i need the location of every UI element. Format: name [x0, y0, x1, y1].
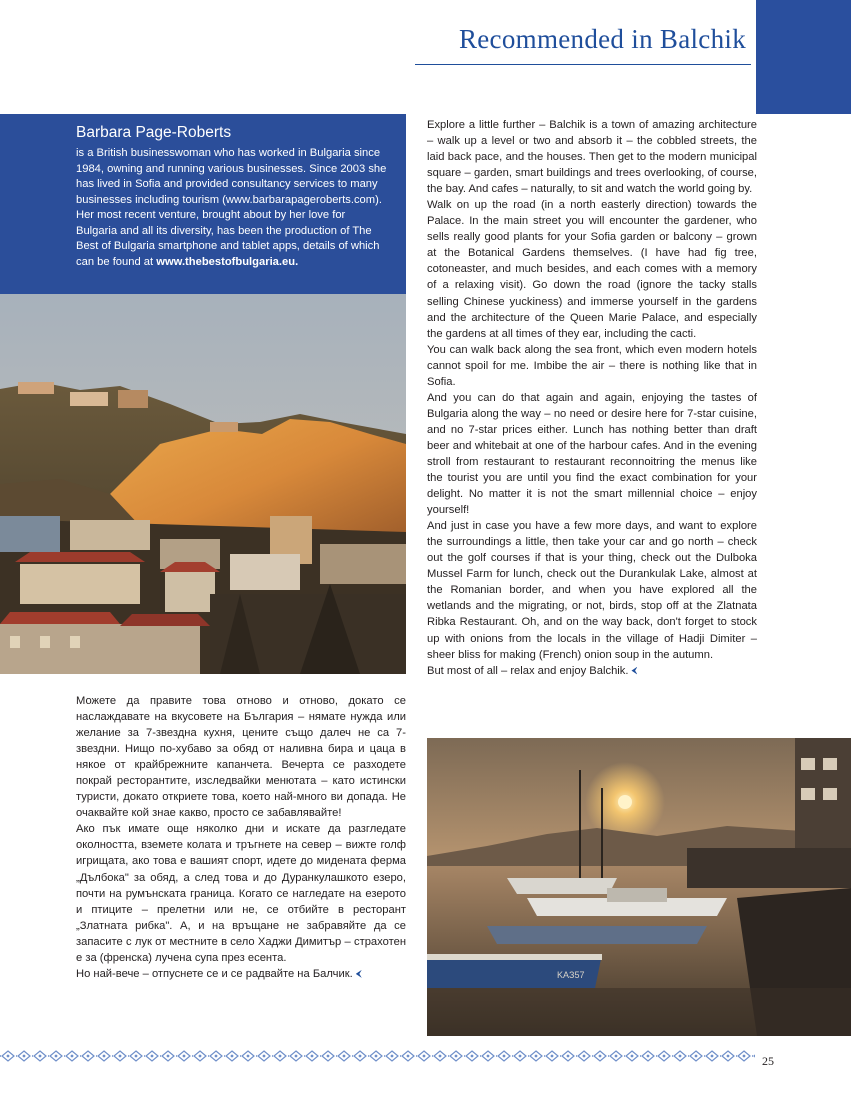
- town-photo-illustration: [0, 294, 406, 674]
- corner-color-block: [756, 0, 851, 114]
- harbour-photo-illustration: [427, 738, 851, 1036]
- english-article-column: [427, 117, 757, 679]
- balchik-harbour-photo: [427, 738, 851, 1036]
- bulgarian-closing-text: Но най-вече – отпуснете се и се радвайте на Балчик.: [76, 967, 353, 980]
- bulgarian-paragraph: Можете да правите това отново и отново, докато се наслаждавате на вкусовете на България – нямате нужда или желание за 7-звездна кухня, цените също далеч не са 7-звездни. Нищо по-хубаво за обяд от наливна бира и цаца в някое от крайбрежните капанчета. Вечерта се разходете покрай ресторантите, изследвайки менютата – като истински туристи, докато откриете това, което най-много ви допада. Не очаквайте кой знае какво, просто се забавлявайте!: [76, 695, 406, 820]
- boat-registration-text: KAЗ57: [557, 970, 585, 980]
- footer-ornament-band: [0, 1050, 755, 1062]
- english-paragraph: Walk on up the road (in a north easterly direction) towards the Palace. In the main street you will encounter the gardener, who sells really good plants for your Sofia garden or balcony – grown at the Botanical Gardens themselves. (I have had fig tree, cotoneaster, and much besides, and each comes with a memory of a relaxing visit). Go down the road (ignore the tacky stalls selling Chinese yuckiness) and immerse yourself in the gardens and the architecture of the Queen Marie Palace, and especially the gardens at all times of they ear, including the cacti.: [427, 199, 757, 340]
- english-paragraph: Explore a little further – Balchik is a town of amazing architecture – walk up a level or two and absorb it – the cobbled streets, the laid back pace, and the houses. Then get to the modern municipal square – garden, smart buildings and trees overlooking, of course, the bay. And cafes – naturally, to sit and watch the world going by.: [427, 119, 757, 196]
- end-of-article-icon: [356, 970, 362, 978]
- bulgarian-article-column: [76, 693, 406, 982]
- english-paragraph: And you can do that again and again, enjoying the tastes of Bulgaria along the way – no need or desire here for 7-star cuisine, and no 7-star prices either. Lunch has nothing better than draft beer and whitebait at one of the harbour cafes. And in the evening stroll from restaurant to restaurant reconnoitring the menus like the tourist you are until you find the exact combination for your delight. No matter it is not the smart millennial choice – enjoy yourself!: [427, 391, 757, 517]
- english-closing-line: [427, 663, 757, 679]
- author-bio-text: [76, 146, 388, 270]
- website-link[interactable]: www.thebestofbulgaria.eu.: [156, 255, 299, 268]
- english-paragraph: You can walk back along the sea front, which even modern hotels cannot spoil for me. Imbibe the air – there is nothing like that in Sofia.: [427, 343, 757, 388]
- english-closing-text: But most of all – relax and enjoy Balchik.: [427, 664, 629, 677]
- page-number: 25: [762, 1054, 774, 1068]
- author-bio-body: is a British businesswoman who has worked in Bulgaria since 1984, owning and running various businesses. Since 2003 she has lived in Sofia and provided consultancy services to many businesses including tourism (www.barbarapageroberts.com). Her most recent venture, brought about by her love for Bulgaria and all its diversity, has been the production of The Best of Bulgaria smartphone and tablet apps, details of which can be found at: [76, 147, 387, 268]
- end-of-article-icon: [631, 667, 637, 675]
- balchik-town-photo: [0, 294, 406, 674]
- author-bio-box: [0, 114, 406, 294]
- bulgarian-paragraph: Ако пък имате още няколко дни и искате да разгледате околността, вземете колата и тръгнете на север – вижте голф игрищата, ако това е вашият спорт, идете до мидената ферма „Дълбока" за обяд, а след това и до Дуранкулашкото езеро, почти на румънската граница. Когато се нагледате на езерото и птиците – прелетни или не, се отбийте в ресторант „Златната рибка". А, и на връщане не забравяйте да се запасите с лук от местните в село Хаджи Димитър – страхотен е за (френска) лучена супа през есента.: [76, 823, 406, 964]
- english-paragraph: And just in case you have a few more days, and want to explore the surroundings a little, then take your car and go north – check out the golf courses if that is your thing, check out the Dulboka Mussel Farm for lunch, check out the Durankulak Lake, almost at the Romanian border, and when you have explored all the wetlands and the migrating, or not, birds, stop off at the Zlatnata Ribka Restaurant. Oh, and on the way back, don't forget to stock up with onions from the locals in the village of Hadji Dimiter – sheer bliss for making (French) onion soup in the autumn.: [427, 520, 757, 661]
- header-divider: [415, 64, 751, 65]
- page-title: Recommended in Balchik: [458, 24, 746, 54]
- author-name: Barbara Page-Roberts: [76, 124, 232, 141]
- bulgarian-closing-line: [76, 966, 406, 982]
